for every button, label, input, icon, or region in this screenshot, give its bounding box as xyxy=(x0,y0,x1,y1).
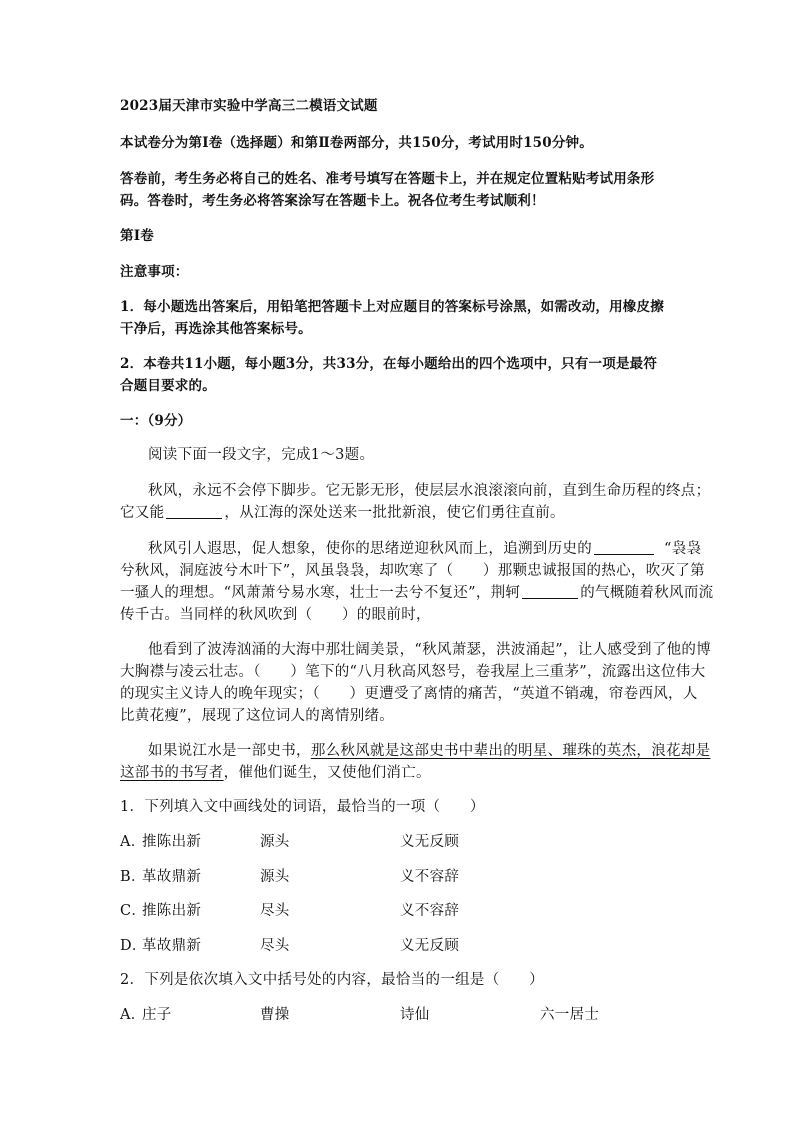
part-title: 第Ⅰ卷 xyxy=(120,228,154,244)
underlined-sentence: 这部书的书写者 xyxy=(120,765,224,781)
passage-line: 它又能 ，从江海的深处送来一批批新浪，使它们勇往直前。 xyxy=(120,505,565,521)
passage-line: 大胸襟与凌云壮志。（ ）笔下的“八月秋高风怒号，卷我屋上三重茅”，流露出这位伟大 xyxy=(120,664,706,680)
question-stem: 2．下列是依次填入文中括号处的内容，最恰当的一组是（ ） xyxy=(120,972,544,988)
notice-title: 注意事项： xyxy=(120,264,189,280)
instruction-line: 答卷前，考生务必将自己的姓名、准考号填写在答题卡上，并在规定位置粘贴考试用条形 xyxy=(120,171,655,187)
instruction-line: 码。答卷时，考生务必将答案涂写在答题卡上。祝各位考生考试顺利！ xyxy=(120,193,545,209)
notice-item: 干净后，再选涂其他答案标号。 xyxy=(120,321,312,337)
notice-item: 合题目要求的。 xyxy=(120,378,216,394)
passage-line: 比黄花瘦”，展现了这位词人的离情别绪。 xyxy=(120,708,395,724)
question-stem: 1．下列填入文中画线处的词语，最恰当的一项（ ） xyxy=(120,799,485,815)
passage-line: 如果说江水是一部史书，那么秋风就是这部史书中辈出的明星、璀珠的英杰，浪花却是 xyxy=(148,743,711,759)
fill-blank xyxy=(594,540,654,555)
fill-blank xyxy=(166,504,222,519)
passage-line: 一骚人的理想。“风萧萧兮易水寒，壮士一去兮不复还”，荆轲 的气概随着秋风而流 xyxy=(120,585,714,601)
document-page: 2023届天津市实验中学高三二模语文试题 本试卷分为第Ⅰ卷（选择题）和第Ⅱ卷两部分，共150分，考试用时150分钟。 答卷前，考生务必将自己的姓名、准考号填写在答题卡上，并在规定位置粘贴考试用条形 码。答卷时，考生务必将答案涂写在答题卡上。祝各位考生考试顺利！ 第Ⅰ卷 注意事项： 1．每小题选出答案后，用铅笔把答题卡上对应题目的答案标号涂黑，如需改动，用橡皮擦 干净后，再选涂其他答案标号。 2．本卷共11小题，每小题3分，共33分，在每小题给出的四个选项中，只有一项是最符 合题目要求的。 一：（9分） 阅读下面一段文字，完成1～3题。 秋风，永远不会停下脚步。它无影无形，使层层水浪滚滚向前，直到生命历程的终点； 它又能 ，从江海的深处送来一批批新浪，使它们勇往直前。 秋风引人遐思，促人想象，使你的思绪逆迎秋风而上，追溯到历史的 “袅袅 兮秋风，洞庭波兮木叶下”，风虽袅袅，却吹寒了（ ）那颗忠诚报国的热心，吹灭了第 一骚人的理想。“风萧萧兮易水寒，壮士一去兮不复还”，荆轲 的气概随着秋风而流 传千古。当同样的秋风吹到（ ）的眼前时， 他看到了波涛汹涌的大海中那壮阔美景，“秋风萧瑟，洪波涌起”，让人感受到了他的博 大胸襟与凌云壮志。（ ）笔下的“八月秋高风怒号，卷我屋上三重茅”，流露出这位伟大 的现实主义诗人的晚年现实；（ ）更遭受了离情的痛苦，“英道不销魂，帘卷西风，人 比黄花瘦”，展现了这位词人的离情别绪。 如果说江水是一部史书，那么秋风就是这部史书中辈出的明星、璀珠的英杰，浪花却是 这部书的书写者，催他们诞生，又使他们消亡。 1．下列填入文中画线处的词语，最恰当的一项（ ） A． 推陈出新 源头 义无反顾 B． 革故鼎新 源头 义不容辞 C． 推陈出新 尽头 义不容辞 D． 革故鼎新 尽头 义无反顾 2．下列是依次填入文中括号处的内容，最恰当的一组是（ ） A． 庄子 曹操 诗仙 六一居士 xyxy=(0,0,794,1123)
passage-line: 秋风，永远不会停下脚步。它无影无形，使层层水浪滚滚向前，直到生命历程的终点； xyxy=(148,483,711,499)
notice-item: 2．本卷共11小题，每小题3分，共33分，在每小题给出的四个选项中，只有一项是最符 xyxy=(120,356,658,372)
underlined-sentence: 那么秋风就是这部史书中辈出的明星、璀珠的英杰，浪花却是 xyxy=(310,743,711,759)
section-heading: 一：（9分） xyxy=(120,413,192,429)
passage-line: 的现实主义诗人的晚年现实；（ ）更遭受了离情的痛苦，“英道不销魂，帘卷西风，人 xyxy=(120,686,698,702)
notice-item: 1．每小题选出答案后，用铅笔把答题卡上对应题目的答案标号涂黑，如需改动，用橡皮擦 xyxy=(120,299,664,315)
passage-line: 他看到了波涛汹涌的大海中那壮阔美景，“秋风萧瑟，洪波涌起”，让人感受到了他的博 xyxy=(148,642,712,658)
passage-line: 这部书的书写者，催他们诞生，又使他们消亡。 xyxy=(120,765,431,781)
passage-line: 秋风引人遐思，促人想象，使你的思绪逆迎秋风而上，追溯到历史的 “袅袅 xyxy=(148,541,702,557)
passage-line: 传千古。当同样的秋风吹到（ ）的眼前时， xyxy=(120,607,431,623)
document-title: 2023届天津市实验中学高三二模语文试题 xyxy=(120,98,378,114)
fill-blank xyxy=(522,584,578,599)
passage-lead: 阅读下面一段文字，完成1～3题。 xyxy=(148,447,375,463)
passage-line: 兮秋风，洞庭波兮木叶下”，风虽袅袅，却吹寒了（ ）那颗忠诚报国的热心，吹灭了第 xyxy=(120,563,705,579)
exam-intro: 本试卷分为第Ⅰ卷（选择题）和第Ⅱ卷两部分，共150分，考试用时150分钟。 xyxy=(120,135,593,151)
